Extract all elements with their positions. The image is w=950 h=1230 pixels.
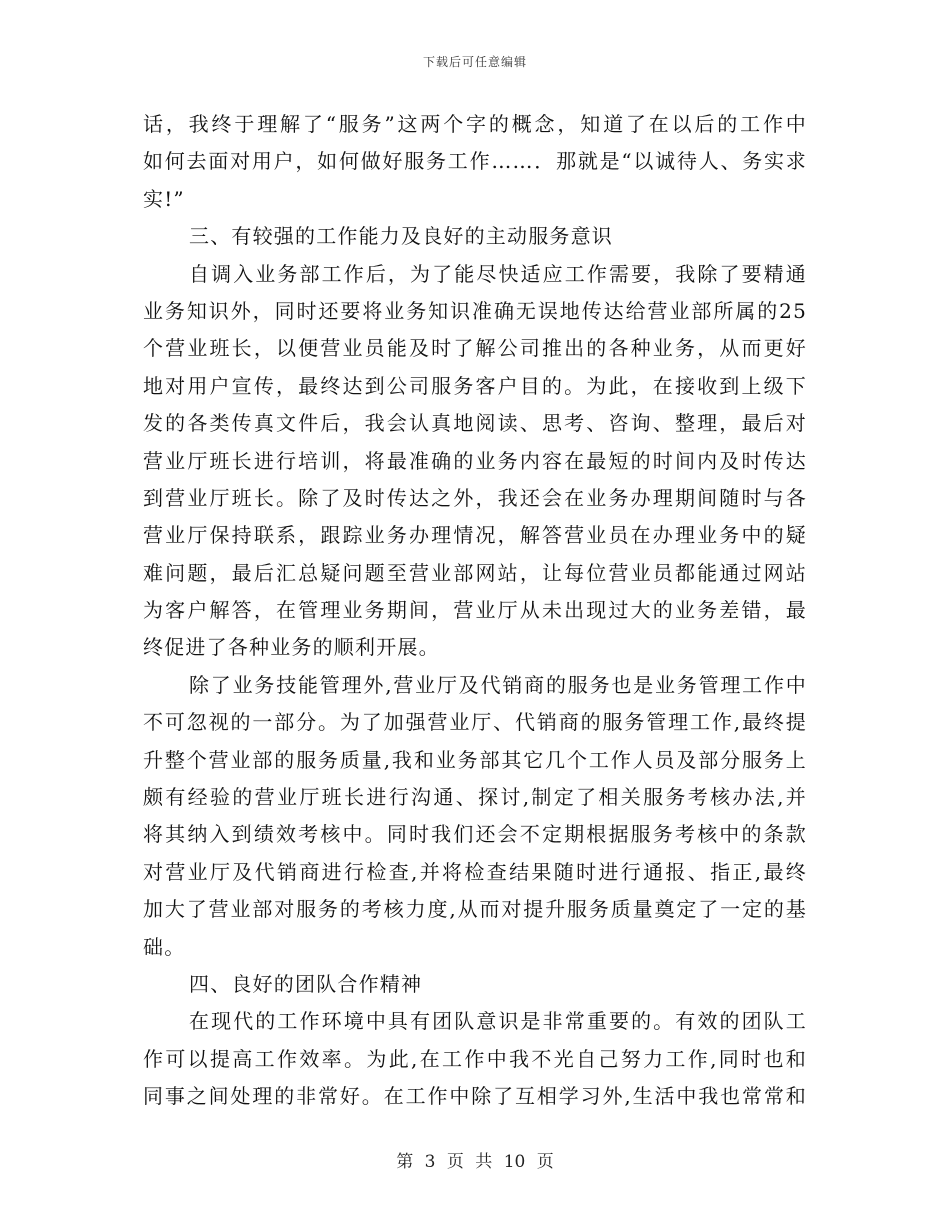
body-line: 自调入业务部工作后，为了能尽快适应工作需要，我除了要精通 [189,261,807,286]
body-line: 为客户解答，在管理业务期间，营业厅从未出现过大的业务差错，最 [143,598,807,623]
body-line: 加大了营业部对服务的考核力度,从而对提升服务质量奠定了一定的基 [143,897,807,922]
body-line: 到营业厅班长。除了及时传达之外，我还会在业务办理期间随时与各 [143,485,807,510]
body-line: 个营业班长，以便营业员能及时了解公司推出的各种业务，从而更好 [143,336,807,361]
body-line: 话，我终于理解了“服务”这两个字的概念，知道了在以后的工作中 [143,112,807,136]
body-line: 不可忽视的一部分。为了加强营业厅、代销商的服务管理工作,最终提 [143,710,807,735]
page-number-footer: 第 3 页 共 10 页 [396,1152,554,1172]
body-line: 颇有经验的营业厅班长进行沟通、探讨,制定了相关服务考核办法,并 [143,785,807,810]
page-header-note: 下载后可任意编辑 [422,55,527,69]
body-line: 难问题，最后汇总疑问题至营业部网站，让每位营业员都能通过网站 [143,560,807,585]
body-line: 终促进了各种业务的顺利开展。 [143,635,440,660]
document-body [143,106,807,1116]
body-line: 在现代的工作环境中具有团队意识是非常重要的。有效的团队工 [189,1009,807,1034]
body-line: 如何去面对用户，如何做好服务工作……．那就是“以诚待人、务实求 [143,149,807,174]
body-line: 对营业厅及代销商进行检查,并将检查结果随时进行通报、指正,最终 [143,859,807,884]
section-heading-4: 四、良好的团队合作精神 [189,971,423,996]
body-line: 础。 [143,934,186,959]
body-line: 营业厅班长进行培训，将最准确的业务内容在最短的时间内及时传达 [143,448,807,473]
body-line: 实!” [143,186,185,211]
body-line: 发的各类传真文件后，我会认真地阅读、思考、咨询、整理，最后对 [143,411,807,436]
body-line: 同事之间处理的非常好。在工作中除了互相学习外,生活中我也常常和 [143,1084,807,1109]
body-line: 除了业务技能管理外,营业厅及代销商的服务也是业务管理工作中 [189,672,807,697]
body-line: 作可以提高工作效率。为此,在工作中我不光自己努力工作,同时也和 [143,1046,807,1071]
body-line: 将其纳入到绩效考核中。同时我们还会不定期根据服务考核中的条款 [143,822,807,847]
body-line: 升整个营业部的服务质量,我和业务部其它几个工作人员及部分服务上 [143,747,807,772]
body-line: 业务知识外，同时还要将业务知识准确无误地传达给营业部所属的25 [143,298,807,323]
section-heading-3: 三、有较强的工作能力及良好的主动服务意识 [189,224,613,249]
body-line: 地对用户宣传，最终达到公司服务客户目的。为此，在接收到上级下 [143,373,807,398]
body-line: 营业厅保持联系，跟踪业务办理情况，解答营业员在办理业务中的疑 [143,523,807,548]
